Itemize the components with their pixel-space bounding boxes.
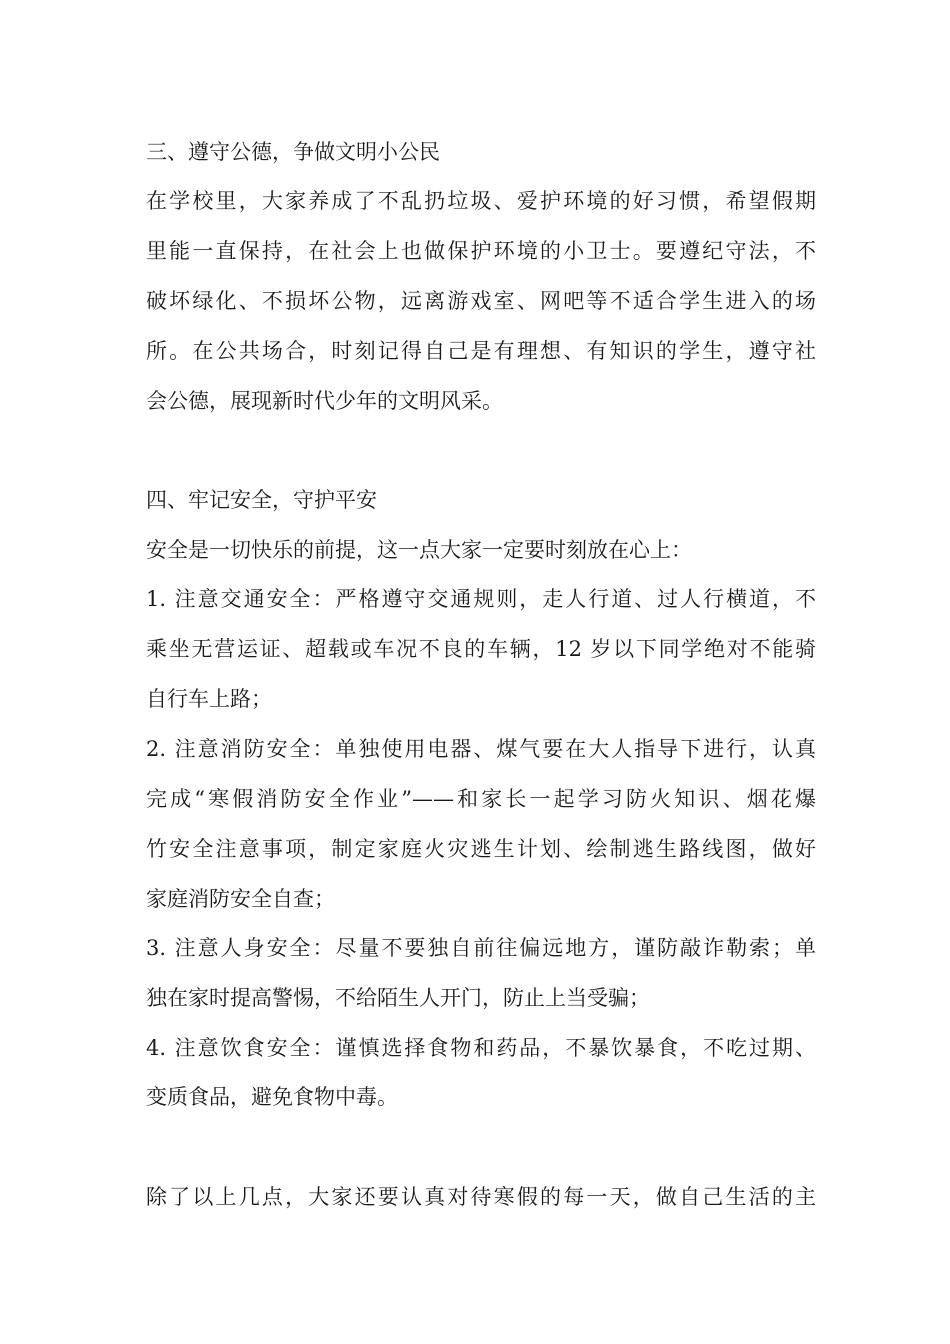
list-item-line: 2. 注意消防安全：单独使用电器、煤气要在大人指导下进行，认真 [146, 737, 816, 761]
paragraph-line: 会公德，展现新时代少年的文明风采。 [146, 389, 503, 413]
list-item-line: 自行车上路； [146, 687, 272, 711]
section-heading: 四、牢记安全，守护平安 [146, 488, 377, 512]
paragraph-line: 除了以上几点，大家还要认真对待寒假的每一天，做自己生活的主 [146, 1185, 816, 1209]
paragraph-line: 破坏绿化、不损坏公物，远离游戏室、网吧等不适合学生进入的场 [146, 289, 816, 313]
list-item-line: 完成“寒假消防安全作业”——和家长一起学习防火知识、烟花爆 [146, 787, 816, 811]
list-item-line: 变质食品，避免食物中毒。 [146, 1085, 398, 1109]
list-item-line: 家庭消防安全自查； [146, 887, 335, 911]
list-item-line: 4. 注意饮食安全：谨慎选择食物和药品，不暴饮暴食，不吃过期、 [146, 1036, 816, 1060]
list-item-line: 1. 注意交通安全：严格遵守交通规则，走人行道、过人行横道，不 [146, 587, 816, 611]
paragraph-line: 安全是一切快乐的前提，这一点大家一定要时刻放在心上： [146, 538, 692, 562]
list-item-line: 乘坐无营运证、超载或车况不良的车辆，12 岁以下同学绝对不能骑 [146, 637, 816, 661]
section-heading: 三、遵守公德，争做文明小公民 [146, 140, 440, 164]
list-item-line: 3. 注意人身安全：尽量不要独自前往偏远地方，谨防敲诈勒索；单 [146, 936, 816, 960]
list-item-line: 竹安全注意事项，制定家庭火灾逃生计划、绘制逃生路线图，做好 [146, 837, 816, 861]
list-item-line: 独在家时提高警惕，不给陌生人开门，防止上当受骗； [146, 986, 650, 1010]
paragraph-line: 里能一直保持，在社会上也做保护环境的小卫士。要遵纪守法，不 [146, 239, 816, 263]
paragraph-line: 在学校里，大家养成了不乱扔垃圾、爱护环境的好习惯，希望假期 [146, 189, 816, 213]
paragraph-line: 所。在公共场合，时刻记得自己是有理想、有知识的学生，遵守社 [146, 339, 816, 363]
